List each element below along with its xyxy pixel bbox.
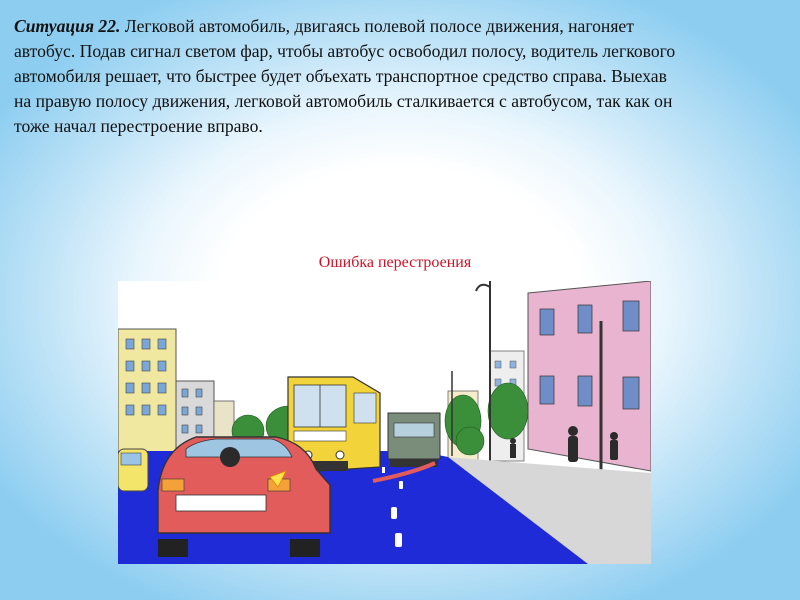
truck xyxy=(388,413,440,467)
situation-lead: Ситуация 22. xyxy=(14,16,121,36)
pink-building xyxy=(528,281,651,471)
situation-paragraph xyxy=(14,14,786,139)
situation-body: Легковой автомобиль, двигаясь полевой полосе движения, нагоняет автобус. Подав сигнал светом фар, чтобы автобус освободил полосу, водитель легкового автомобиля решает, что быстрее будет объехать транспортное средство справа. Выехав на правую полосу движения, легковой автомобиль сталкивается с автобусом, так как он тоже начал перестроение вправо. xyxy=(14,16,676,136)
road-scene-image xyxy=(118,281,651,564)
illustration-caption: Ошибка перестроения xyxy=(318,254,472,271)
yellow-car xyxy=(118,449,148,491)
road-illustration xyxy=(118,281,651,564)
